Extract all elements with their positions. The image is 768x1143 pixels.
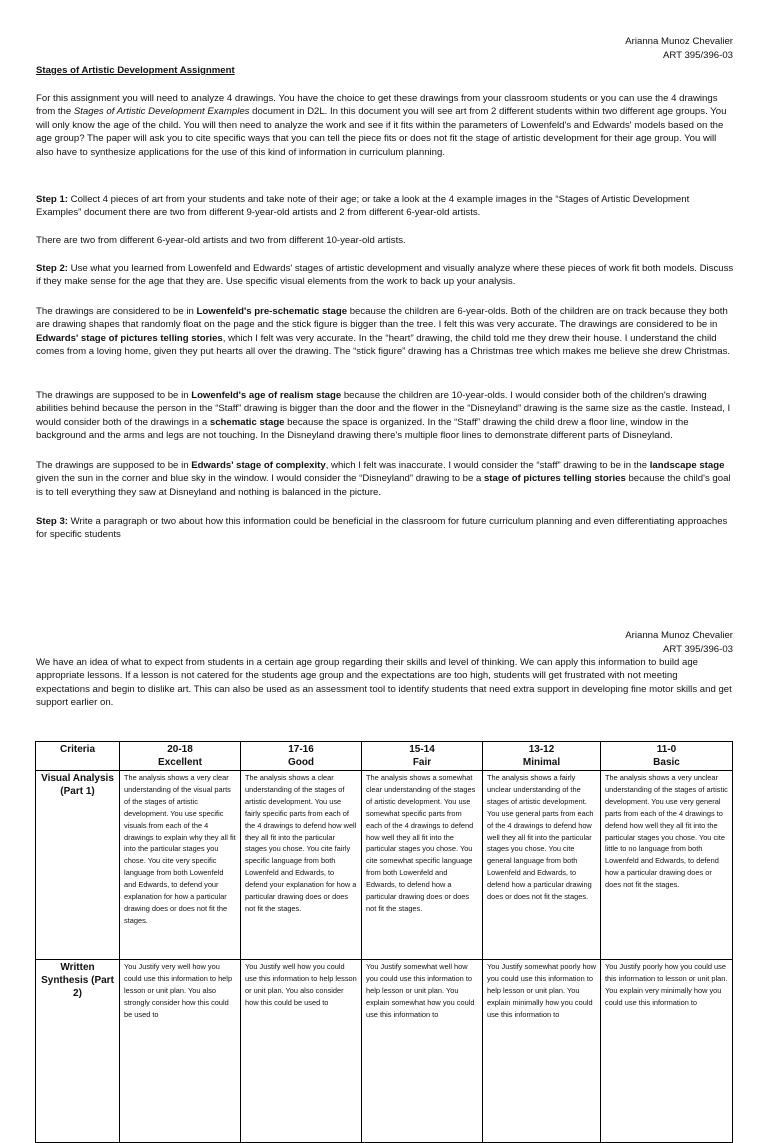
doc-name: Stages of Artistic Development Examples [73,106,250,118]
course-code: ART 395/396-03 [662,644,733,655]
rubric-cell: You Justify somewhat poorly how you could use this information to help lesson or unit plan. You explain minimally how you could use this information to [483,960,601,1143]
rubric-cell: The analysis shows a somewhat clear understanding of the stages of artistic development. You use somewhat specific parts from each of the 4 drawings to defend how well they all fit into the particular stages you chose. You cite somewhat specific language from both Lowenfeld and Edwards, to defend how a particular drawing does or does not fit the stages. [362,771,483,960]
step3-label: Step 3: [36,516,68,527]
intro-paragraph: For this assignment you will need to analyze 4 drawings. You have the choice to get these drawings from your classroom students or you can use the 4 drawings from the Stages of Artistic Development Examples document in D2L. In this document you will see art from 2 different students within two different age groups. You will only know the age of the child. You will then need to analyze the work and see if it fits within the parameters of Lowenfeld's and Edwards' models based on the age group? The paper will ask you to cite specific ways that you can tell the piece fits or does not fit the stage of artistic development for their age group. You will also have to synthesize applications for the use of this kind of information in curriculum planning. [36,93,727,158]
rubric-cell: The analysis shows a very clear understanding of the visual parts of the stages of artistic development. You use specific visuals from each of the 4 drawings to explain why they all fit into the particular stages you chose. You cite very specific language from both Lowenfeld and Edwards, to defend your explanation for how a particular drawing does or does not fit the stages. [120,771,241,960]
page1-header [625,35,733,63]
column-header: 13-12 Minimal [483,742,601,771]
column-header: 15-14 Fair [362,742,483,771]
complexity-paragraph: The drawings are supposed to be in Edwards' stage of complexity, which I felt was inaccurate. I would consider the “staff” drawing to be in the landscape stage given the sun in the corner and blue sky in the window. I would consider the “Disneyland” drawing to be a stage of pictures telling stories because the child's goal is to tell everything they saw at Disneyland and nothing is balanced in the picture. [36,460,731,498]
rubric-cell: You Justify very well how you could use this information to help lesson or unit plan. You also strongly consider how this could be used to [120,960,241,1143]
step1-paragraph: Step 1: Collect 4 pieces of art from your students and take note of their age; or take a look at the 4 example images in the “Stages of Artistic Development Examples” document there are two from different 9-year-old artists and 2 from different 6-year-old artists. [36,194,690,219]
rubric-table [35,741,733,1143]
step2-paragraph: Step 2: Use what you learned from Lowenfeld and Edwards' stages of artistic development and visually analyze where these pieces of work fit both models. Discuss if they make sense for the age that they are. Use specific visual elements from the work to back up your analysis. [36,263,734,288]
realism-paragraph: The drawings are supposed to be in Lowenfeld's age of realism stage because the children are 10-year-olds. I would consider both of the children's drawing abilities behind because the person in the “Staff” drawing is bigger than the door and the flower in the “Disneyland” drawing is the same size as the castle. Instead, I would consider both of the drawings in a schematic stage because the space is organized. In the “Staff” drawing the child drew a floor line, window in the background and the arms and legs are not touching. In the Disneyland drawing there's multiple floor lines to demonstrate different parts of Disneyland. [36,390,731,442]
criterion-label: Written Synthesis (Part 2) [36,960,120,1143]
author-name: Arianna Munoz Chevalier [625,630,733,641]
step1-label: Step 1: [36,194,68,205]
column-header: 20-18 Excellent [120,742,241,771]
rubric-row-visual-analysis [36,771,733,960]
rubric-cell: You Justify somewhat well how you could use this information to help lesson or unit plan. You explain somewhat how you could use this information to [362,960,483,1143]
rubric-cell: You Justify well how you could use this information to help lesson or unit plan. You also consider how this could be used to [241,960,362,1143]
page2-header [625,629,733,657]
step3-paragraph: Step 3: Write a paragraph or two about how this information could be beneficial in the classroom for future curriculum planning and even differentiating approaches for specific students [36,516,728,541]
column-header: 17-16 Good [241,742,362,771]
rubric-cell: The analysis shows a very unclear understanding of the stages of artistic development. You use very general parts from each of the 4 drawings to defend how well they all fit into the particular stages you chose. You cite little to no language from both Lowenfeld and Edwards, to defend how a particular drawing does or does not fit the stages. [601,771,733,960]
rubric-cell: The analysis shows a clear understanding of the stages of artistic development. You use fairly specific parts from each of the 4 drawings to defend how well they all fit into the particular stages you chose. You cite fairly specific language from both Lowenfeld and Edwards, to defend your explanation for how a particular drawing does or does not fit the stages. [241,771,362,960]
course-code: ART 395/396-03 [662,50,733,61]
criteria-header: Criteria [36,742,120,771]
column-header: 11-0 Basic [601,742,733,771]
rubric-cell: You Justify poorly how you could use this information to lesson or unit plan. You explain very minimally how you could use this information to [601,960,733,1143]
assignment-title: Stages of Artistic Development Assignment [36,65,235,76]
note-paragraph: There are two from different 6-year-old artists and two from different 10-year-old artists. [36,235,406,246]
rubric-cell: The analysis shows a fairly unclear understanding of the stages of artistic development. You use general parts from each of the 4 drawings to defend how well they all fit into the particular stages you chose. You cite general language from both Lowenfeld and Edwards, to defend how a particular drawing does or does not fit the stages. [483,771,601,960]
curriculum-paragraph: We have an idea of what to expect from students in a certain age group regarding their skills and level of thinking. We can apply this information to build age appropriate lessons. If a lesson is not catered for the students age group and the expectations are too high, students will get frustrated with not meeting expectations and begin to dislike art. This can also be used as an assessment tool to identify students that need extra support in developing fine motor skills and get support earlier on. [36,657,732,709]
criterion-label: Visual Analysis (Part 1) [36,771,120,960]
rubric-row-written-synthesis [36,960,733,1143]
preschematic-paragraph: The drawings are considered to be in Lowenfeld's pre-schematic stage because the children are 6-year-olds. Both of the children are on track because they both are drawing shapes that randomly float on the page and the stick figure is bigger than the tree. I felt this was very accurate. The drawings are considered to be in Edwards' stage of pictures telling stories, which I felt was very accurate. In the “heart” drawing, the child told me they drew their house. I understand the child comes from a loving home, given they put hearts all over the drawing. The “stick figure” drawing has a Christmas tree which makes me believe she drew Christmas. [36,306,731,358]
rubric-header-row [36,742,733,771]
step2-label: Step 2: [36,263,68,274]
author-name: Arianna Munoz Chevalier [625,36,733,47]
